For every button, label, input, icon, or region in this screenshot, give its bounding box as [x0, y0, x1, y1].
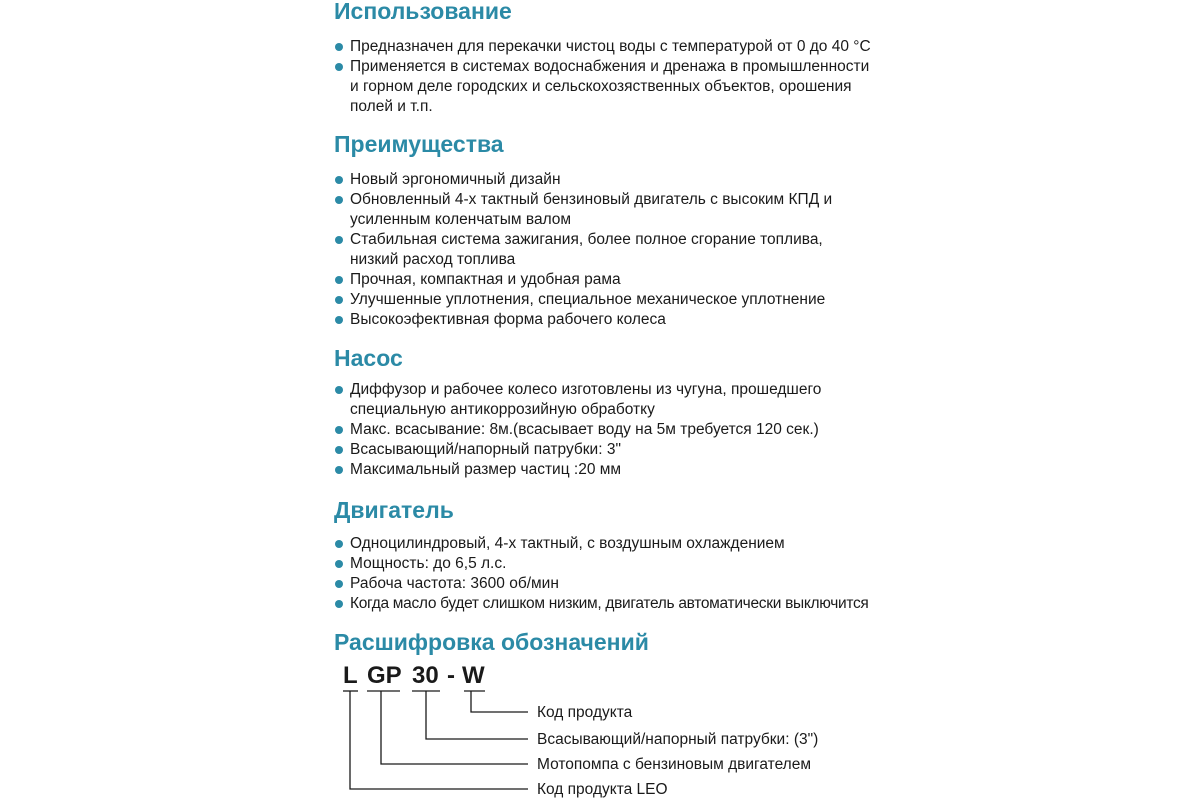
list-item-text: Предназначен для перекачки чистоц воды с температурой от 0 до 40 °C	[350, 38, 871, 55]
bullet-icon	[335, 540, 343, 548]
list-item	[334, 460, 894, 480]
advantages-list	[334, 170, 894, 330]
connector-product-code	[471, 691, 528, 712]
list-item	[334, 574, 894, 594]
list-item-text: Новый эргономичный дизайн	[350, 171, 561, 188]
bullet-icon	[335, 560, 343, 568]
list-item	[334, 230, 860, 270]
list-item	[334, 420, 894, 440]
list-item	[334, 57, 870, 117]
list-item-text: Обновленный 4-х тактный бензиновый двигатель с высоким КПД и усиленным коленчатым валом	[350, 191, 833, 228]
bullet-icon	[335, 196, 343, 204]
list-item-text: Всасывающий/напорный патрубки: 3"	[350, 441, 621, 458]
bullet-icon	[335, 63, 343, 71]
connector-leo	[350, 691, 528, 789]
bullet-icon	[335, 276, 343, 284]
list-item-text: Макс. всасывание: 8м.(всасывает воду на 5м требуется 120 сек.)	[350, 421, 819, 438]
section-title-usage: Использование	[334, 0, 512, 24]
list-item-text: Диффузор и рабочее колесо изготовлены из чугуна, прошедшего специальную антикоррозийную обработку	[350, 381, 822, 418]
decoder-label-nozzle: Всасывающий/напорный патрубки: (3")	[537, 731, 819, 748]
list-item	[334, 190, 865, 230]
decoder-label-product-code: Код продукта	[537, 704, 633, 721]
list-item-text: Максимальный размер частиц :20 мм	[350, 461, 622, 478]
list-item	[334, 534, 894, 554]
list-item	[334, 310, 894, 330]
bullet-icon	[335, 446, 343, 454]
bullet-icon	[335, 466, 343, 474]
list-item	[334, 554, 894, 574]
section-title-decoding: Расшифровка обозначений	[334, 629, 649, 655]
code-part-size: 30	[412, 662, 439, 689]
list-item-text: Мощность: до 6,5 л.с.	[350, 555, 507, 572]
pump-list	[334, 380, 894, 480]
list-item	[334, 270, 894, 290]
list-item	[334, 170, 894, 190]
list-item-text: Рабоча частота: 3600 об/мин	[350, 575, 559, 592]
section-title-pump: Насос	[334, 345, 403, 371]
bullet-icon	[335, 426, 343, 434]
code-part-suffix: W	[462, 662, 485, 689]
engine-list	[334, 534, 894, 614]
list-item-text: Одноцилиндровый, 4-х тактный, с воздушным охлаждением	[350, 535, 785, 552]
code-part-dash: -	[447, 662, 455, 689]
bullet-icon	[335, 386, 343, 394]
list-item	[334, 440, 894, 460]
list-item-text: Стабильная система зажигания, более полное сгорание топлива, низкий расход топлива	[350, 231, 823, 268]
list-item	[334, 594, 894, 614]
bullet-icon	[335, 580, 343, 588]
list-item	[334, 37, 894, 57]
usage-list	[334, 37, 894, 117]
bullet-icon	[335, 236, 343, 244]
code-part-type: GP	[367, 662, 402, 689]
section-title-advantages: Преимущества	[334, 131, 504, 157]
bullet-icon	[335, 176, 343, 184]
code-part-series: L	[343, 662, 358, 689]
list-item-text: Улучшенные уплотнения, специальное механическое уплотнение	[350, 291, 826, 308]
bullet-icon	[335, 296, 343, 304]
connector-motopump	[381, 691, 528, 764]
decoder-label-motopump: Мотопомпа с бензиновым двигателем	[537, 756, 812, 773]
list-item-text: Высокоэфективная форма рабочего колеса	[350, 311, 666, 328]
decoder-label-leo: Код продукта LEO	[537, 781, 668, 798]
bullet-icon	[335, 600, 343, 608]
bullet-icon	[335, 43, 343, 51]
list-item	[334, 380, 850, 420]
connector-nozzle	[426, 691, 528, 739]
list-item-text: Прочная, компактная и удобная рама	[350, 271, 621, 288]
list-item-text: Когда масло будет слишком низким, двигатель автоматически выключится	[350, 595, 869, 612]
list-item	[334, 290, 894, 310]
bullet-icon	[335, 316, 343, 324]
list-item-text: Применяется в системах водоснабжения и дренажа в промышленности и горном деле городских и сельскохозяственных объектов, орошения полей и т.п.	[350, 58, 870, 115]
section-title-engine: Двигатель	[334, 497, 454, 523]
